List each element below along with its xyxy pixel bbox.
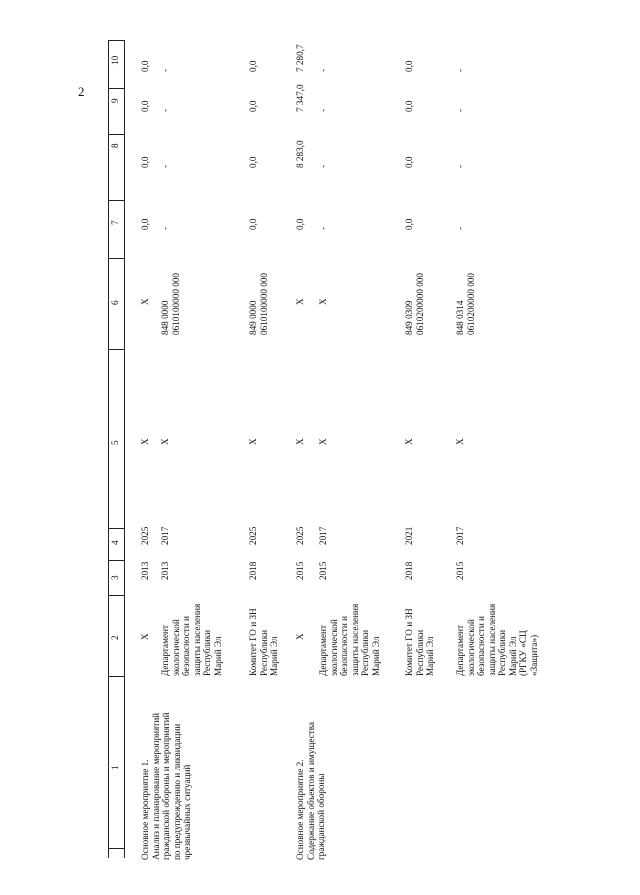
row-0-col1-line: по предупреждению и ликвидации — [171, 723, 182, 860]
row-6-c5: Х — [455, 438, 465, 445]
header-column-divider — [108, 349, 125, 350]
row-1-c4: 2017 — [160, 526, 170, 545]
row-6-col2-line: защиты населения — [486, 603, 497, 676]
header-rule-right — [124, 40, 125, 858]
row-6-col6-line: 848 0314 — [455, 300, 465, 335]
row-5-c7: 0,0 — [404, 218, 414, 230]
header-column-divider — [108, 528, 125, 529]
row-3-col1 — [295, 722, 327, 860]
row-5-col6 — [404, 273, 425, 335]
row-6-c3: 2015 — [455, 561, 465, 580]
row-5-col2-line: Комитет ГО и ЗН — [404, 608, 414, 676]
row-3-col6-line: Х — [295, 298, 305, 305]
row-1-col2-line: безопасности и — [181, 616, 191, 676]
row-5-c8: 0,0 — [404, 156, 414, 168]
header-column-divider — [108, 88, 125, 89]
row-2-col2-line: Комитет ГО и ЗН — [248, 608, 258, 676]
row-4-col2-line: Департамент — [318, 625, 328, 676]
row-5-col6-line: 0610200000 000 — [414, 272, 425, 335]
row-5-c5: Х — [404, 438, 414, 445]
header-column-divider — [108, 560, 125, 561]
row-0-c7: 0,0 — [140, 218, 150, 230]
row-0-c8: 0,0 — [140, 156, 150, 168]
row-4-c9: - — [318, 108, 328, 112]
row-4-c5: Х — [318, 438, 328, 445]
row-1-col2-line: Департамент — [160, 625, 170, 676]
row-0-c5: Х — [140, 438, 150, 445]
row-1-col2-line: Республики — [202, 629, 212, 676]
row-0-c10: 0,0 — [140, 60, 150, 72]
row-2-c7: 0,0 — [248, 218, 258, 230]
header-column-divider — [108, 200, 125, 201]
row-1-col2-line: защиты населения — [191, 603, 202, 676]
row-6-c4: 2017 — [455, 526, 465, 545]
row-3-col1-line: Основное мероприятие 2. — [295, 759, 305, 860]
row-2-col6-line: 849 0000 — [248, 300, 258, 335]
row-1-col6 — [160, 273, 181, 335]
row-1-col6-line: 0610100000 000 — [170, 272, 181, 335]
row-1-col2 — [160, 604, 223, 676]
row-3-col1-line: гражданской обороны — [316, 773, 326, 860]
row-3-c9: 7 347,0 — [295, 84, 305, 112]
header-column-divider — [108, 258, 125, 259]
row-5-col2 — [404, 608, 436, 676]
header-col-3: 3 — [110, 575, 120, 580]
row-6-c10: - — [455, 68, 465, 72]
row-4-c8: - — [318, 164, 328, 168]
row-5-col2-line: Республики — [414, 629, 425, 676]
row-1-c3: 2013 — [160, 561, 170, 580]
row-0-col1-line: Анализ и планирование мероприятий — [150, 712, 161, 860]
row-0-col1-line: чрезвычайных ситуаций — [182, 764, 192, 860]
header-column-divider — [108, 134, 125, 135]
row-3-col6 — [295, 298, 306, 305]
row-3-col1-line: Содержание объектов и имущества — [305, 721, 316, 860]
header-col-7: 7 — [110, 220, 120, 225]
row-2-c9: 0,0 — [248, 100, 258, 112]
row-5-c10: 0,0 — [404, 60, 414, 72]
row-4-c4: 2017 — [318, 526, 328, 545]
row-6-col6 — [455, 273, 476, 335]
row-6-col6-line: 0610200000 000 — [465, 272, 476, 335]
row-5-col6-line: 849 0309 — [404, 300, 414, 335]
row-0-col2-line: Х — [140, 633, 150, 640]
row-4-c7: - — [318, 226, 328, 230]
row-1-col2-line: экологической — [170, 619, 181, 676]
row-1-col2-line: Марий Эл — [212, 636, 223, 676]
row-1-c9: - — [160, 108, 170, 112]
header-col-2: 2 — [110, 635, 120, 640]
header-column-divider — [108, 676, 125, 677]
row-4-col2-line: безопасности и — [339, 616, 349, 676]
row-5-c3: 2018 — [404, 561, 414, 580]
row-6-col2-line: экологической — [465, 619, 476, 676]
row-0-c9: 0,0 — [140, 100, 150, 112]
row-4-col2-line: Марий Эл — [370, 636, 381, 676]
header-col-9: 9 — [110, 98, 120, 103]
row-4-col2-line: Республики — [360, 629, 370, 676]
row-0-col1-line: гражданской обороны и мероприятий — [161, 712, 171, 860]
row-1-c10: - — [160, 68, 170, 72]
header-col-6: 6 — [110, 300, 120, 305]
row-3-c10: 7 280,7 — [295, 44, 305, 72]
row-5-col2-line: Марий Эл — [425, 636, 435, 676]
row-1-c8: - — [160, 164, 170, 168]
row-1-c5: Х — [160, 438, 170, 445]
row-1-c7: - — [160, 226, 170, 230]
row-3-c4: 2025 — [295, 526, 305, 545]
row-4-col6 — [318, 298, 329, 305]
row-0-col6 — [140, 298, 151, 305]
row-2-col6-line: 0610100000 000 — [258, 272, 269, 335]
row-2-col2-line: Марий Эл — [269, 636, 279, 676]
row-6-c8: - — [455, 164, 465, 168]
header-col-4: 4 — [110, 540, 120, 545]
row-4-c3: 2015 — [318, 561, 328, 580]
header-column-divider — [108, 848, 125, 849]
header-column-divider — [108, 595, 125, 596]
row-1-col6-line: 848 0000 — [160, 300, 170, 335]
header-column-divider — [108, 40, 125, 41]
header-col-8: 8 — [110, 143, 120, 148]
row-6-col2-line: (РГКУ «СЦ — [518, 630, 528, 676]
row-3-c5: Х — [295, 438, 305, 445]
row-0-col6-line: Х — [140, 298, 150, 305]
row-3-c8: 8 283,0 — [295, 140, 305, 168]
row-6-col2-line: «Защита») — [528, 634, 539, 676]
row-4-col2-line: экологической — [328, 619, 339, 676]
row-5-c9: 0,0 — [404, 100, 414, 112]
row-6-col2-line: Республики — [497, 629, 507, 676]
row-6-col2-line: Марий Эл — [507, 636, 518, 676]
row-6-col2 — [455, 604, 539, 676]
header-col-10: 10 — [110, 55, 120, 65]
header-col-1: 1 — [110, 765, 120, 770]
row-2-c8: 0,0 — [248, 156, 258, 168]
row-5-c4: 2021 — [404, 526, 414, 545]
row-2-c10: 0,0 — [248, 60, 258, 72]
page-number: 2 — [78, 84, 85, 99]
row-6-c9: - — [455, 108, 465, 112]
row-3-col2-line: Х — [295, 633, 305, 640]
row-6-c7: - — [455, 226, 465, 230]
row-0-c3: 2013 — [140, 561, 150, 580]
row-0-c4: 2025 — [140, 526, 150, 545]
row-0-col1 — [140, 712, 193, 860]
row-2-col2 — [248, 608, 280, 676]
row-4-col6-line: Х — [318, 298, 328, 305]
header-rule-left — [108, 40, 109, 858]
row-3-col2 — [295, 633, 306, 640]
row-0-col2 — [140, 633, 151, 640]
row-4-c10: - — [318, 68, 328, 72]
row-2-col2-line: Республики — [258, 629, 269, 676]
row-2-c4: 2025 — [248, 526, 258, 545]
row-2-col6 — [248, 273, 269, 335]
row-3-c3: 2015 — [295, 561, 305, 580]
row-6-col2-line: безопасности и — [476, 616, 486, 676]
row-2-c5: Х — [248, 438, 258, 445]
row-4-col2 — [318, 604, 381, 676]
row-2-c3: 2018 — [248, 561, 258, 580]
row-3-c7: 0,0 — [295, 218, 305, 230]
row-0-col1-line: Основное мероприятие 1. — [140, 759, 150, 860]
header-col-5: 5 — [110, 440, 120, 445]
row-4-col2-line: защиты населения — [349, 603, 360, 676]
row-6-col2-line: Департамент — [455, 625, 465, 676]
